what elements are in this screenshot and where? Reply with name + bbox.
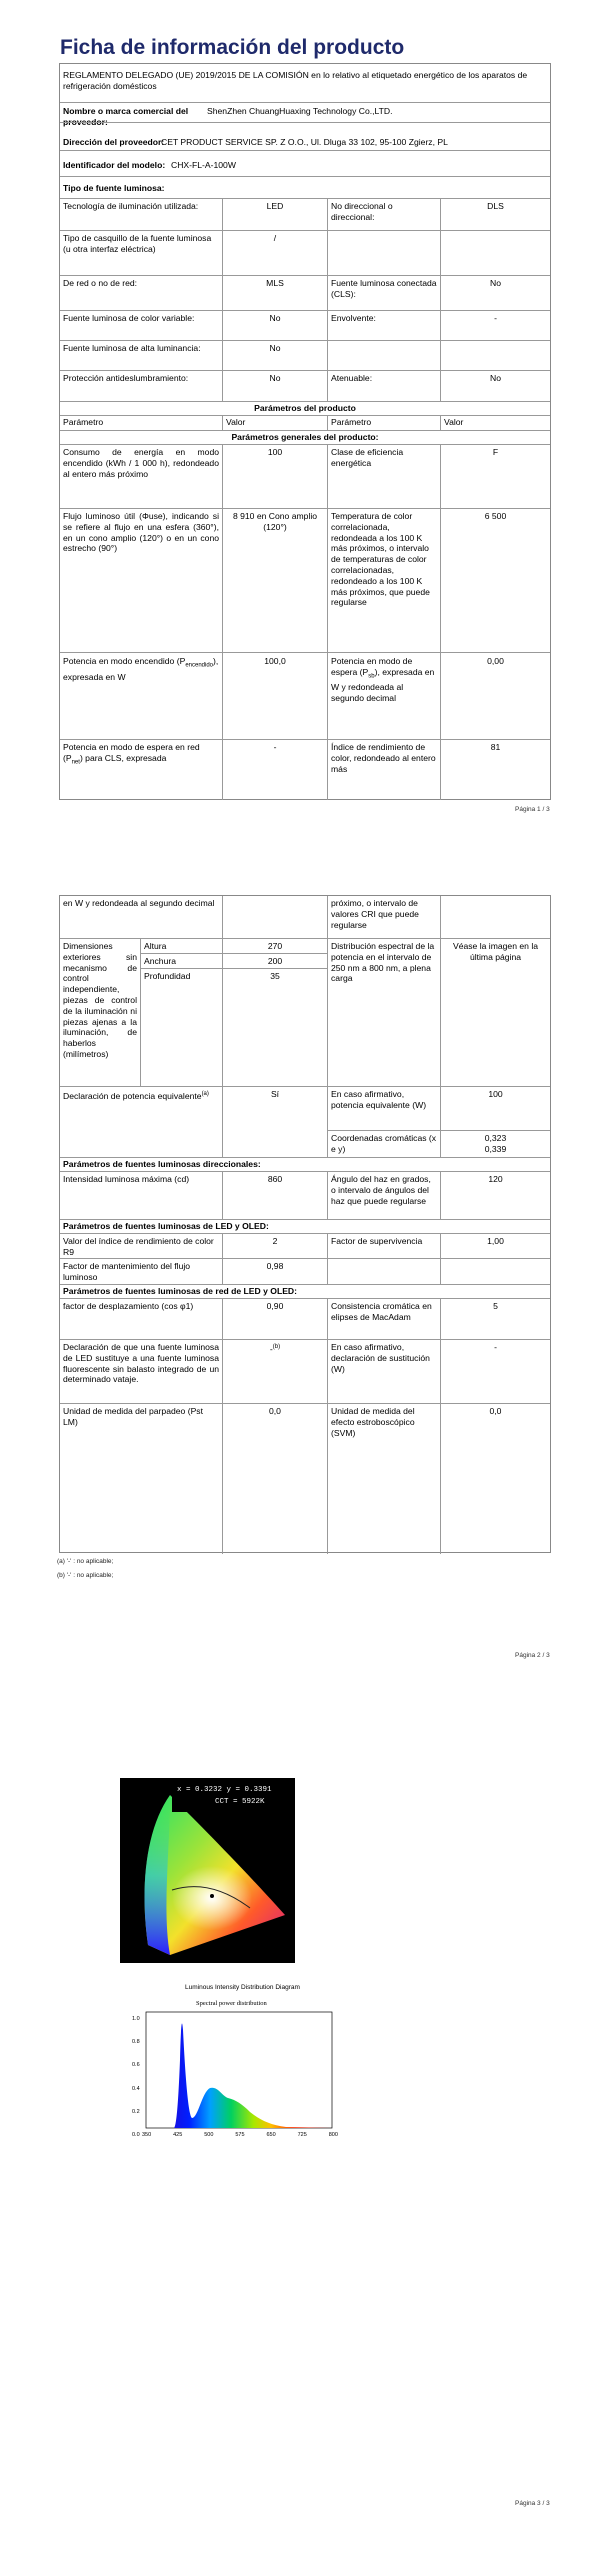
mains-label: De red o no de red: xyxy=(63,278,138,288)
survival-factor-value: 1,00 xyxy=(487,1236,504,1246)
page-number-1: Página 1 / 3 xyxy=(515,806,550,813)
networked-standby-cont: en W y redondeada al segundo decimal xyxy=(63,898,215,908)
y-tick: 0.8 xyxy=(132,2039,140,2046)
r9-label: Valor del índice de rendimiento de color R9 xyxy=(63,1236,214,1257)
x-tick: 725 xyxy=(297,2132,307,2138)
colour-tunable-label: Fuente luminosa de color variable: xyxy=(63,313,195,323)
high-luminance-label: Fuente luminosa de alta luminancia: xyxy=(63,343,201,353)
cls-value: No xyxy=(490,278,501,288)
envelope-value: - xyxy=(494,313,497,323)
light-source-type-label: Tipo de fuente luminosa: xyxy=(63,183,165,193)
replacement-2-value: - xyxy=(494,1342,497,1352)
page-number-2: Página 2 / 3 xyxy=(515,1652,550,1659)
model-label: Identificador del modelo: xyxy=(63,160,166,170)
width-value: 200 xyxy=(267,956,283,966)
displacement-factor-label: factor de desplazamiento (cos φ1) xyxy=(63,1301,194,1311)
flicker-label: Unidad de medida del parpadeo (Pst LM) xyxy=(63,1406,203,1427)
col-header-param: Parámetro xyxy=(63,417,104,427)
x-tick: 425 xyxy=(173,2132,183,2138)
equivalent-power-value: Sí xyxy=(270,1089,280,1099)
useful-flux-value: 8 910 en Cono amplio (120°) xyxy=(232,511,318,532)
dimensions-label: Dimensiones exteriores sin mecanismo de control independiente, piezas de control de la iluminación ni piezas ajenas a la iluminación, de haberlos (milímetros) xyxy=(63,941,137,1059)
survival-factor-label: Factor de supervivencia xyxy=(331,1236,423,1246)
macadam-label: Consistencia cromática en elipses de MacAdam xyxy=(331,1301,432,1322)
height-value: 270 xyxy=(267,941,283,951)
spectral-caption: Spectral power distribution xyxy=(196,2000,267,2007)
x-tick: 500 xyxy=(204,2132,214,2138)
supplier-address-label: Dirección del proveedor: xyxy=(63,137,165,147)
chromaticity-label: Coordenadas cromáticas (x e y) xyxy=(331,1133,437,1154)
col-header-param-2: Parámetro xyxy=(331,417,372,427)
high-luminance-value: No xyxy=(269,343,281,353)
replacement-2-label: En caso afirmativo, declaración de sustitución (W) xyxy=(331,1342,430,1374)
beam-angle-value: 120 xyxy=(488,1174,503,1184)
displacement-factor-value: 0,90 xyxy=(266,1301,284,1311)
maintenance-factor-value: 0,98 xyxy=(266,1261,284,1271)
y-tick: 0.4 xyxy=(132,2085,140,2092)
y-tick: 0.0 xyxy=(132,2132,140,2139)
networked-standby-label: Potencia en modo de espera en red $(P_{net})$ para CLS, expresada xyxy=(63,742,200,766)
height-label: Altura xyxy=(144,941,167,951)
supplier-name-value: ShenZhen ChuangHuaxing Technology Co.,LTD. xyxy=(207,106,393,116)
nondirectional-value: DLS xyxy=(487,201,504,211)
flicker-value: 0,0 xyxy=(269,1406,281,1416)
spectral-x-ticks xyxy=(142,2132,338,2138)
spectral-y-ticks xyxy=(132,2008,140,2147)
efficiency-class-label: Clase de eficiencia energética xyxy=(331,447,404,468)
replacement-value: -$^{(b)}$ xyxy=(269,1343,281,1354)
depth-label: Profundidad xyxy=(144,971,191,981)
on-mode-power-value: 100,0 xyxy=(264,656,286,666)
r9-value: 2 xyxy=(272,1236,278,1246)
cap-type-value: / xyxy=(273,233,277,243)
col-header-value: Valor xyxy=(226,417,246,427)
col-header-value-2: Valor xyxy=(444,417,464,427)
tech-value: LED xyxy=(266,201,284,211)
nondirectional-label: No direccional o direccional: xyxy=(331,201,393,222)
dimmable-value: No xyxy=(490,373,501,383)
dimmable-label: Atenuable: xyxy=(331,373,373,383)
mains-value: MLS xyxy=(266,278,284,288)
macadam-value: 5 xyxy=(493,1301,498,1311)
beam-angle-label: Ángulo del haz en grados, o intervalo de ángulos del haz que puede regularse xyxy=(331,1174,431,1206)
envelope-label: Envolvente: xyxy=(331,313,376,323)
cie-cct-readout: CCT = 5922K xyxy=(215,1798,265,1806)
spectral-svg xyxy=(118,2000,354,2154)
x-tick: 575 xyxy=(235,2132,245,2138)
cie-caption: Luminous Intensity Distribution Diagram xyxy=(185,1984,300,1991)
stroboscopic-label: Unidad de medida del efecto estroboscópico (SVM) xyxy=(331,1406,415,1438)
standby-power-label: Potencia en modo de espera $(P_{sb})$, expresada en W y redondeada al segundo decimal xyxy=(331,656,435,704)
supplier-name-label: Nombre o marca comercial del proveedor: xyxy=(63,106,189,127)
supplier-address-value: CET PRODUCT SERVICE SP. Z O.O., Ul. Dluga 33 102, 95-100 Zgierz, PL xyxy=(161,137,448,147)
cri-value: 81 xyxy=(490,742,501,752)
replacement-label: Declaración de que una fuente luminosa de LED sustituye a una fuente luminosa fluorescente sin balasto integrado de un determinado vataje. xyxy=(63,1342,219,1385)
cri-label: Índice de rendimiento de color, redondeado al entero más xyxy=(331,742,436,774)
x-tick: 800 xyxy=(328,2132,338,2138)
colour-tunable-value: No xyxy=(269,313,281,323)
general-params-header: Parámetros generales del producto: xyxy=(231,432,379,442)
product-info-table-p2 xyxy=(59,895,551,1553)
product-params-header: Parámetros del producto xyxy=(254,403,356,413)
cie-xy-readout: x = 0.3232 y = 0.3391 xyxy=(177,1786,272,1794)
model-value: CHX-FL-A-100W xyxy=(171,160,236,170)
equivalent-power-label: Declaración de potencia equivalente$^{(a)}$ xyxy=(63,1090,209,1101)
y-tick: 1.0 xyxy=(132,2016,140,2022)
directional-params-header: Parámetros de fuentes luminosas direccionales: xyxy=(63,1159,261,1169)
footnote-a: (a) '-' : no aplicable; xyxy=(57,1558,114,1565)
width-label: Anchura xyxy=(144,956,177,966)
peak-intensity-value: 860 xyxy=(267,1174,283,1184)
equivalent-power-2-label: En caso afirmativo, potencia equivalente (W) xyxy=(331,1089,427,1110)
spectral-distribution-value: Véase la imagen en la última página xyxy=(452,941,539,962)
networked-standby-value: - xyxy=(273,742,277,752)
y-tick: 0.6 xyxy=(132,2062,140,2069)
efficiency-class-value: F xyxy=(492,447,499,457)
energy-label: Consumo de energía en modo encendido (kWh / 1 000 h), redondeado al entero más próximo xyxy=(63,447,219,479)
on-mode-power-label: Potencia en modo encendido $(P_{encendido})$, expresada en W xyxy=(63,656,219,682)
peak-intensity-label: Intensidad luminosa máxima (cd) xyxy=(63,1174,190,1184)
regulation-text: REGLAMENTO DELEGADO (UE) 2019/2015 DE LA COMISIÓN en lo relativo al etiquetado energético de los aparatos de refrigeración domésticos xyxy=(63,70,528,91)
y-tick: 0.2 xyxy=(132,2108,140,2115)
useful-flux-label: Flujo luminoso útil (Φuse), indicando si se refiere al flujo en una esfera (360°), en un cono amplio (120°) o en un cono estrecho (90°) xyxy=(63,511,219,554)
chromaticity-x: 0,323 xyxy=(484,1133,507,1143)
stroboscopic-value: 0,0 xyxy=(489,1406,502,1416)
x-tick: 350 xyxy=(142,2132,152,2138)
cct-value: 6 500 xyxy=(484,511,507,521)
page-title: Ficha de información del producto xyxy=(60,36,405,59)
equivalent-power-2-value: 100 xyxy=(488,1089,503,1099)
led-params-header: Parámetros de fuentes luminosas de LED y OLED: xyxy=(63,1221,269,1231)
standby-power-value: 0,00 xyxy=(487,656,504,666)
x-tick: 650 xyxy=(266,2132,276,2138)
cri-cont: próximo, o intervalo de valores CRI que puede regularse xyxy=(331,898,419,930)
cap-type-label: Tipo de casquillo de la fuente luminosa (u otra interfaz eléctrica) xyxy=(63,233,212,254)
page-number-3: Página 3 / 3 xyxy=(515,2500,550,2507)
depth-value: 35 xyxy=(270,971,280,981)
mains-led-params-header: Parámetros de fuentes luminosas de red de LED y OLED: xyxy=(63,1286,298,1296)
footnote-b: (b) '-' : no aplicable; xyxy=(57,1572,114,1579)
cie-chromaticity-diagram xyxy=(100,1770,340,1980)
anti-glare-label: Protección antideslumbramiento: xyxy=(63,373,189,383)
anti-glare-value: No xyxy=(269,373,281,383)
spectral-power-chart xyxy=(118,2000,354,2154)
tech-label: Tecnología de iluminación utilizada: xyxy=(63,201,199,211)
spectral-distribution-label: Distribución espectral de la potencia en el intervalo de 250 nm a 800 nm, a plena carga xyxy=(331,941,435,984)
maintenance-factor-label: Factor de mantenimiento del flujo luminoso xyxy=(63,1261,191,1282)
energy-value: 100 xyxy=(267,447,283,457)
cct-label: Temperatura de color correlacionada, redondeada a los 100 K más próximos, o intervalo de temperaturas de color correlacionadas, redondeado a los 100 K más próximos, que puede regularse xyxy=(331,511,430,608)
product-info-table-p1 xyxy=(59,63,551,800)
cls-label: Fuente luminosa conectada (CLS): xyxy=(331,278,437,299)
chromaticity-y: 0,339 xyxy=(484,1144,507,1154)
